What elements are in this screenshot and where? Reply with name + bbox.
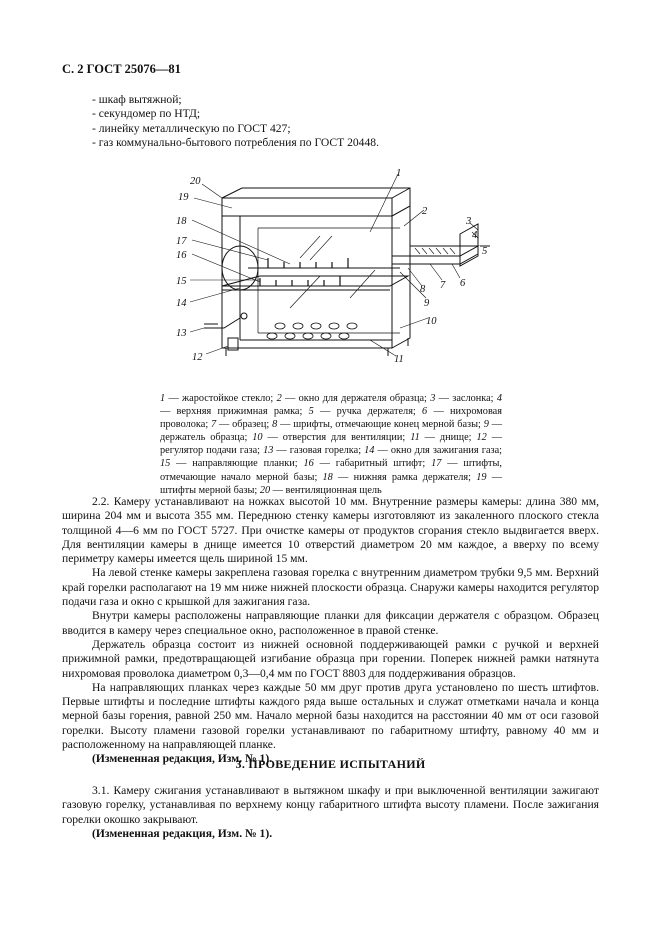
legend-item	[323, 472, 477, 483]
ventilation-holes	[267, 323, 357, 339]
legend-number: 13	[263, 445, 274, 457]
callout-10: 10	[426, 316, 437, 327]
legend-number: 9	[483, 419, 489, 431]
legend-number: 17	[431, 458, 442, 470]
callout-14: 14	[176, 298, 187, 309]
legend-text: — вентиляционная щель	[270, 484, 382, 496]
legend-text: — ручка держателя;	[313, 406, 423, 418]
legend-item	[430, 393, 497, 404]
chamber-top	[222, 188, 410, 216]
legend-number: 1	[160, 393, 166, 404]
legend-text: — окно для зажигания газа;	[374, 445, 503, 457]
legend-number: 19	[476, 471, 487, 483]
callout-19: 19	[178, 192, 189, 203]
legend-number: 14	[364, 445, 375, 457]
legend-text: — окно для держателя образца;	[281, 393, 431, 404]
legend-item	[211, 419, 272, 430]
callout-15: 15	[176, 276, 187, 287]
legend-number: 2	[276, 393, 282, 404]
callout-6: 6	[460, 278, 466, 289]
legend-number: 6	[422, 406, 428, 418]
section-2-text	[62, 495, 599, 767]
edition-note: (Измененная редакция, Изм. № 1).	[92, 752, 273, 766]
legend-text: — жаростойкое стекло;	[165, 393, 277, 404]
legend-number: 10	[252, 432, 263, 444]
legend-text: — нихромовая проволока;	[160, 406, 502, 431]
list-item: - секундомер по НТД;	[92, 107, 201, 121]
callout-17: 17	[176, 236, 187, 247]
legend-number: 12	[476, 432, 487, 444]
callout-16: 16	[176, 250, 187, 261]
callout-3: 3	[466, 216, 472, 227]
legend-text: — направляющие планки;	[170, 458, 304, 470]
legend-text: — образец;	[216, 419, 273, 431]
legend-text: — штифты мерной базы;	[160, 471, 503, 496]
callout-20: 20	[190, 176, 201, 187]
legend-text: — нижняя рамка держателя;	[332, 471, 477, 483]
legend-item	[410, 432, 476, 443]
legend-item	[252, 432, 410, 443]
callout-8: 8	[420, 284, 426, 295]
callout-9: 9	[424, 298, 430, 309]
legend-item	[277, 393, 431, 404]
paragraph: 3.1. Камеру сжигания устанавливают в вытяжном шкафу и при выключенной вентиляции зажигают газовую горелку, устанавливая по верхнему концу габаритного штифта высоту пламени. После зажигания горелки окошко закрывают.	[62, 784, 599, 826]
combustion-chamber-figure	[160, 168, 510, 388]
legend-text: — шрифты, отмечающие конец мерной базы;	[277, 419, 484, 431]
list-item: - линейку металлическую по ГОСТ 427;	[92, 121, 291, 135]
legend-text: — верхняя прижимная рамка;	[160, 406, 309, 418]
page-header: С. 2 ГОСТ 25076—81	[62, 62, 181, 76]
legend-text: — днище;	[419, 432, 477, 444]
pins	[260, 258, 348, 286]
callout-11: 11	[394, 354, 404, 365]
legend-number: 11	[410, 432, 420, 444]
legend-text: — отверстия для вентиляции;	[262, 432, 411, 444]
legend-item	[364, 445, 502, 456]
legend-text: — габаритный штифт;	[313, 458, 432, 470]
legend-number: 4	[496, 393, 502, 404]
legend-number: 16	[303, 458, 314, 470]
paragraph: Держатель образца состоит из нижней основной поддерживающей рамки с ручкой и верхней прижимной рамки, предотвращающей изгибание образца при горении. Поперек нижней рамки натянута нихромовая проволока диаметром 0,3—0,4 мм по ГОСТ 8803 для поддерживания образцов.	[62, 637, 599, 680]
legend-number: 18	[322, 471, 333, 483]
legend-number: 8	[272, 419, 278, 431]
figure-legend	[160, 392, 502, 497]
legend-item	[263, 445, 364, 456]
section-title: 3. ПРОВЕДЕНИЕ ИСПЫТАНИЙ	[235, 757, 426, 771]
callout-13: 13	[176, 328, 187, 339]
legend-item	[160, 458, 304, 469]
paragraph: На левой стенке камеры закреплена газовая горелка с внутренним диаметром трубки 9,5 мм. Верхний край горелки располагают на 19 мм ниже нижней плоскости образца. Снаружи камеры находится регулятор подачи газа и окно с крышкой для зажигания газа.	[62, 566, 599, 609]
callout-4: 4	[472, 230, 478, 241]
legend-number: 3	[430, 393, 436, 404]
callout-2: 2	[422, 206, 428, 217]
legend-item	[304, 458, 432, 469]
legend-number: 7	[211, 419, 217, 431]
legend-text: — штифты, отмечающие начало мерной базы;	[160, 458, 502, 483]
legend-item	[260, 485, 382, 496]
paragraph: На направляющих планках через каждые 50 мм друг против друга установлено по шесть штифтов. Первые штифты и последние штифты каждого ряда выше остальных и служат отметками начала и конца мерной базы горения, равной 250 мм. Начало мерной базы находится на расстоянии 40 мм от оси газовой горелки. Высоту пламени газовой горелки устанавливают по габаритному штифту, равному 40 мм и расположенному на направляющей планке.	[62, 680, 599, 752]
callout-5: 5	[482, 246, 488, 257]
paragraph: 2.2. Камеру устанавливают на ножках высотой 10 мм. Внутренние размеры камеры: длина 380 мм, ширина 204 мм и высота 355 мм. Переднюю стенку камеры изготовляют из закаленного плоского стекла толщиной 4—6 мм по ГОСТ 5727. При очистке камеры от продуктов сгорания стекло выдвигается вверх. Для вентиляции камеры в днище имеется 10 отверстий диаметром 20 мм каждое, а вверху по всему периметру камеры имеется щель шириной 15 мм.	[62, 495, 599, 566]
legend-item	[160, 393, 277, 404]
legend-text: — заслонка;	[435, 393, 497, 404]
legend-text: — газовая горелка;	[273, 445, 365, 457]
chamber-body	[222, 216, 392, 348]
legend-number: 20	[259, 484, 271, 496]
chamber-drawing	[160, 168, 510, 388]
sample-holder	[392, 246, 478, 256]
legend-item	[309, 406, 422, 417]
equipment-list	[92, 93, 612, 150]
list-item: - газ коммунально-бытового потребления по ГОСТ 20448.	[92, 135, 379, 149]
callout-12: 12	[192, 352, 203, 363]
callout-7: 7	[440, 280, 446, 291]
edition-note: (Измененная редакция, Изм. № 1).	[92, 826, 273, 840]
callout-1: 1	[396, 168, 402, 179]
legend-item	[272, 419, 484, 430]
legend-number: 15	[160, 458, 171, 470]
paragraph: Внутри камеры расположены направляющие планки для фиксации держателя с образцом. Образец вводится в камеру через специальное окно, расположенное в правой стенке.	[62, 609, 599, 637]
legend-number: 5	[308, 406, 314, 418]
legend-text: — регулятор подачи газа;	[160, 432, 503, 457]
section-3-text	[62, 784, 599, 841]
list-item: - шкаф вытяжной;	[92, 93, 182, 106]
legend-text: — держатель образца;	[160, 419, 503, 444]
callout-18: 18	[176, 216, 187, 227]
